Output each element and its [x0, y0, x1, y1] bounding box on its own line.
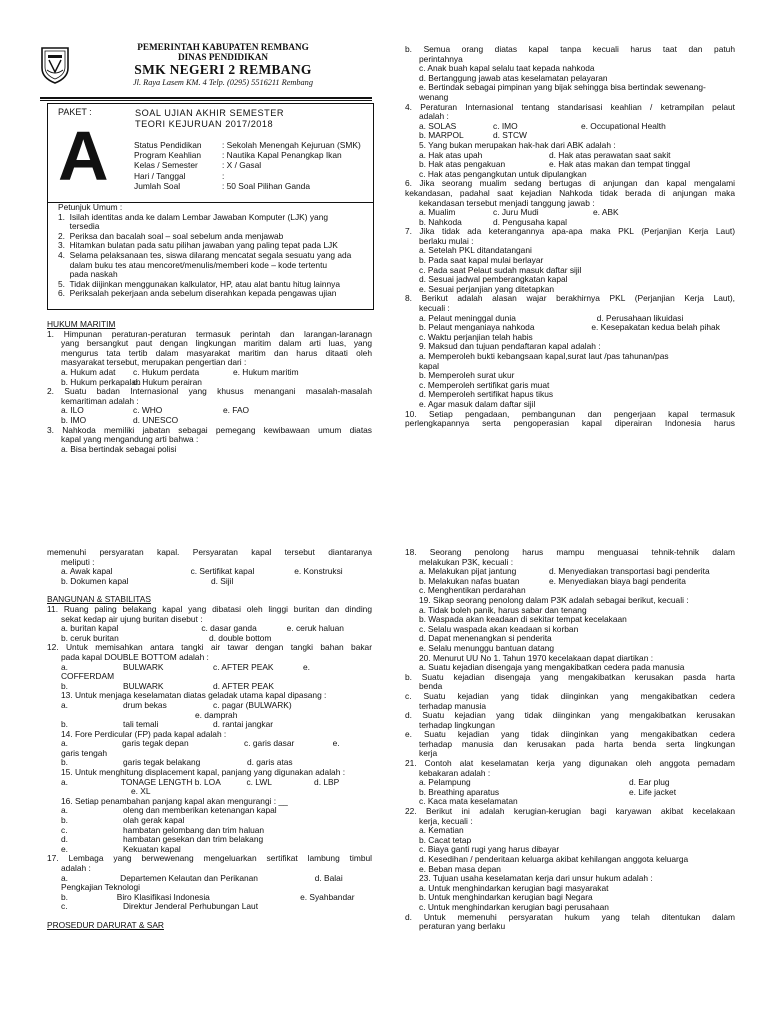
answer-options-row — [405, 323, 735, 333]
answer-option: e. Kesepakatan kedua belah pihak — [591, 322, 720, 333]
answer-option: a. — [61, 872, 68, 883]
answer-option: d. Balai — [314, 872, 343, 883]
question-text-line: terhadap lingkungan — [419, 720, 495, 730]
instruction-item: 1. Isilah identitas anda ke dalam Lembar Jawaban Komputer (LJK) yang — [58, 212, 329, 222]
answer-option: Direktur Jenderal Perhubungan Laut — [123, 901, 259, 912]
question-text-line: 2. Suatu badan Internasional yang khusus menangani masalah-masalah — [47, 387, 372, 397]
regency-crest-icon — [40, 46, 70, 84]
answer-options-row — [47, 416, 372, 426]
answer-option: b. — [61, 680, 68, 691]
answer-options-row — [405, 218, 735, 228]
exam-info-value: : Sekolah Menengah Kejuruan (SMK) — [222, 140, 361, 150]
exam-info-row — [134, 160, 361, 170]
answer-options-row — [47, 902, 372, 912]
question-text-line: b. Memperoleh surat ukur — [419, 371, 515, 381]
answer-option: a. Awak kapal — [61, 566, 113, 577]
answer-option: a. — [61, 805, 68, 816]
school-address: Jl. Raya Lasem KM. 4 Telp. (0295) 5516211 Rembang — [133, 78, 313, 87]
answer-options-row — [405, 788, 735, 798]
answer-options-row — [47, 634, 372, 644]
answer-option: d. Sijil — [211, 575, 234, 586]
instruction-item: 4. Selama pelaksanaan tes, siswa dilarang mencatat segala sesuatu yang ada — [58, 250, 352, 260]
answer-option: c. garis dasar — [244, 738, 295, 749]
answer-options-row — [47, 720, 372, 730]
answer-option: a. — [61, 776, 68, 787]
paket-label: PAKET : — [58, 107, 92, 117]
answer-option: a. — [61, 661, 68, 672]
answer-option: d. double bottom — [209, 632, 272, 643]
exam-info-key: Jumlah Soal — [134, 180, 181, 191]
answer-option: a. Pelaut meninggal dunia — [419, 312, 516, 323]
answer-options-row — [47, 682, 372, 692]
question-text-line: kerja — [419, 749, 438, 759]
answer-options-row — [47, 845, 372, 855]
question-text-line: Pengkajian Teknologi — [61, 883, 141, 893]
answer-option: a. — [61, 699, 68, 710]
answer-options-row — [405, 577, 735, 587]
answer-option: d. — [61, 834, 68, 845]
question-text-line: 22. Berikut ini adalah kerugian-kerugian bagi karyawan akibat kecelakaan — [405, 807, 735, 817]
question-text-line: 14. Fore Perdicular (FP) pada kapal adalah : — [61, 729, 227, 739]
question-text-line: 11. Ruang paling belakang kapal yang dibatasi oleh linggi buritan dan dinding — [47, 604, 372, 614]
question-text-line: e. Beban masa depan — [419, 864, 501, 874]
question-text-line: 15. Untuk menghitung displacement kapal, panjang yang digunakan adalah : — [61, 768, 346, 778]
question-text-line: adalah : — [419, 112, 449, 122]
answer-option: hambatan gesekan dan trim belakang — [123, 834, 264, 845]
question-text-line: d. Bertanggung jawab atas keselamatan pelayaran — [419, 73, 608, 83]
question-text-line: 19. Sikap seorang penolong dalam P3K adalah sebagai berikut, kecuali : — [419, 595, 689, 605]
instruction-item: 5. Tidak diijinkan menggunakan kalkulator, HP, atau alat bantu hitug lainnya — [58, 279, 340, 289]
answer-option: e. — [61, 843, 68, 854]
exam-title-line-2: TEORI KEJURUAN 2017/2018 — [135, 119, 274, 129]
exam-info-box — [47, 103, 374, 203]
exam-info-value: : — [222, 170, 225, 181]
answer-option: a. SOLAS — [419, 120, 457, 131]
answer-option: d. Hak atas perawatan saat sakit — [549, 149, 671, 160]
answer-option: e. Menyediakan biaya bagi penderita — [549, 575, 686, 586]
question-text-line: kekandasan tersebut menjadi tanggung jawab : — [419, 198, 595, 208]
answer-options-row — [47, 701, 372, 711]
instructions-list — [58, 213, 367, 299]
question-text-line: meliputi : — [61, 557, 95, 567]
question-text-line: c. Hak atas pengangkutan untuk dipulangkan — [419, 169, 587, 179]
question-text-line: melakukan P3K, kecuali : — [419, 557, 514, 567]
answer-option: BULWARK — [123, 661, 164, 672]
question-text-line: b. Pada saat kapal mulai berlayar — [419, 256, 544, 266]
answer-option: e. Occupational Health — [581, 120, 666, 131]
answer-option: e. — [303, 661, 310, 672]
question-text-line: kerja, kecuali : — [419, 816, 473, 826]
question-text-line: 12. Untuk memisahkan antara tangki air tawar dengan tangki bahan bakar — [47, 643, 372, 653]
question-text-line: c. Pada saat Pelaut sudah masuk daftar sijil — [419, 265, 582, 275]
question-text-line: memenuhi persyaratan kapal. Persyaratan kapal tersebut diantaranya — [47, 548, 372, 557]
answer-option: d. garis atas — [247, 757, 293, 768]
exam-info-value: : Nautika Kapal Penangkap Ikan — [222, 150, 342, 161]
answer-option: c. WHO — [133, 405, 163, 416]
question-text-line: c. Menghentikan perdarahan — [419, 586, 526, 596]
answer-option: c. AFTER PEAK — [213, 661, 274, 672]
question-text-line: yang bersangkut paut dengan lingkungan maritim dalam arti luas, yang — [61, 339, 372, 349]
question-text-line: 10. Setiap pengadaan, pembangunan dan pengerjaan kapal termasuk — [405, 409, 735, 419]
question-text-line: e. Agar masuk dalam daftar sijil — [419, 399, 536, 409]
question-text-line: c. Anak buah kapal selalu taat kepada nahkoda — [419, 64, 595, 74]
instruction-item: dalam buku tes atau mencoret/menulis/memberi kode – kode tertentu — [58, 260, 328, 270]
answer-option: b. MARPOL — [419, 130, 464, 141]
answer-options-row — [47, 663, 372, 673]
general-instructions — [47, 200, 374, 310]
answer-option: c. — [61, 901, 68, 912]
exam-info-row — [134, 181, 361, 191]
question-text-line: perlengkapannya serta pengoperasian kapal diperairan Indonesia harus — [405, 419, 735, 429]
answer-option: c. dasar ganda — [201, 623, 257, 634]
answer-option: d. rantai jangkar — [213, 719, 274, 730]
exam-info-key: Kelas / Semester — [134, 160, 198, 171]
answer-option: e. Hukum maritim — [233, 366, 299, 377]
answer-option: tali temali — [123, 719, 159, 730]
question-text-line: c. Biaya ganti rugi yang harus dibayar — [419, 845, 560, 855]
page2-right-column — [405, 548, 735, 932]
exam-info-list — [134, 140, 361, 191]
question-text-line: d. Dapat menenangkan si penderita — [419, 634, 552, 644]
exam-info-value: : X / Gasal — [222, 160, 262, 171]
question-text-line: d. Suatu kejadian yang tidak diinginkan yang mengakibatkan kerusakan — [405, 711, 735, 721]
header-rule-thin — [40, 100, 372, 101]
question-text-line: 4. Peraturan Internasional tentang standarisasi keahlian / ketrampilan pelaut — [405, 102, 735, 112]
question-text-line: d. Untuk memenuhi persyaratan hukum yang telah ditentukan dalam — [405, 912, 735, 922]
question-text-line: sekat kedap air ujung buritan disebut : — [61, 614, 203, 624]
exam-info-row — [134, 171, 361, 181]
page-2 — [0, 512, 768, 1024]
question-text-line: c. Selalu waspada akan keadaan si korban — [419, 624, 579, 634]
government-name: PEMERINTAH KABUPATEN REMBANG — [137, 42, 309, 52]
answer-option: a. buritan kapal — [61, 623, 119, 634]
question-text-line: a. Suatu kejadian disengaja yang mengakibatkan cedera pada manusia — [419, 663, 685, 673]
question-text-line: 3. Nahkoda memiliki jabatan sebagai pemegang kewibawaan umum diatas — [47, 425, 372, 435]
question-text-line: c. Suatu kejadian yang tidak diinginkan yang mengakibatkan cedera — [405, 691, 735, 701]
answer-option: garis tegak belakang — [123, 757, 201, 768]
answer-option: c. LWL — [246, 776, 272, 787]
answer-option: e. Konstruksi — [294, 566, 343, 577]
answer-option: olah gerak kapal — [123, 815, 185, 826]
question-text-line: a. Bisa bertindak sebagai polisi — [61, 444, 177, 454]
letterhead-text — [74, 42, 372, 88]
answer-option: b. Hukum perkapalan — [61, 376, 141, 387]
question-text-line: a. Memperoleh bukti kebangsaan kapal,surat laut /pas tahunan/pas — [419, 352, 669, 361]
question-text-line: b. Untuk menghindarkan kerugian bagi Negara — [419, 893, 593, 903]
question-text-line: 17. Lembaga yang berwewenang mengeluarkan sertifikat lambung timbul — [47, 854, 372, 864]
spacer — [47, 586, 372, 592]
instruction-item: 3. Hitamkan bulatan pada satu pilihan jawaban yang paling tepat pada LJK — [58, 241, 338, 251]
answer-option: a. Pelampung — [419, 777, 471, 788]
question-text-line: 23. Tujuan usaha keselamatan kerja dari unsur hukum adalah : — [419, 874, 653, 884]
question-text-line: a. Tidak boleh panik, harus sabar dan tenang — [419, 605, 587, 615]
question-text-line: masyarakat tersebut, merupakan pengertian dari : — [61, 358, 247, 368]
answer-option: Departemen Kelautan dan Perikanan — [120, 872, 258, 883]
school-name: SMK NEGERI 2 REMBANG — [134, 62, 312, 77]
answer-options-row — [47, 577, 372, 587]
answer-options-row — [405, 160, 735, 170]
question-text-line: 16. Setiap penambahan panjang kapal akan mengurangi : __ — [61, 796, 288, 806]
answer-option: b. Dokumen kapal — [61, 575, 129, 586]
answer-option: c. — [61, 824, 68, 835]
page1-right-column — [405, 45, 735, 429]
answer-option: e. Syahbandar — [300, 891, 355, 902]
question-text-line: d. Sesuai jadwal pemberangkatan kapal — [419, 275, 568, 285]
question-text-line: 7. Jika tidak ada keterangannya apa-apa maka PKL (Perjanjian Kerja Laut) — [405, 227, 735, 237]
question-text-line: e. XL — [131, 787, 151, 797]
question-text-line: b. Cacat tetap — [419, 835, 472, 845]
answer-option: b. — [61, 891, 68, 902]
answer-option: hambatan gelombang dan trim haluan — [123, 824, 265, 835]
question-text-line: 13. Untuk menjaga keselamatan diatas geladak utama kapal dipasang : — [61, 691, 327, 701]
instruction-item: 6. Periksalah pekerjaan anda sebelum diserahkan kepada pengawas ujian — [58, 289, 337, 299]
answer-option: b. ceruk buritan — [61, 632, 119, 643]
question-text-line: 1. Himpunan peraturan-peraturan termasuk perintah dan larangan-laranagn — [47, 329, 372, 339]
exam-info-key: Hari / Tanggal — [134, 170, 186, 181]
answer-option: c. Juru Mudi — [493, 207, 539, 218]
question-text-line: 5. Yang bukan merupakan hak-hak dari ABK adalah : — [419, 140, 616, 150]
question-text-line: terhadap manusia dan kerusakan pada harta benda serta lingkungan — [419, 739, 735, 749]
answer-options-row — [47, 778, 372, 788]
answer-option: e. FAO — [223, 405, 250, 416]
question-text-line: 8. Berikut adalah alasan wajar berakhirnya PKL (Perjanjian Kerja Laut), — [405, 294, 735, 304]
instruction-item: tersedia — [58, 222, 100, 232]
answer-option: c. IMO — [493, 120, 518, 131]
question-text-line: a. Kematian — [419, 826, 464, 836]
question-text-line: c. Waktu perjanjian telah habis — [419, 332, 533, 342]
exam-title-line-1: SOAL UJIAN AKHIR SEMESTER — [135, 108, 284, 118]
answer-option: a. Hukum adat — [61, 366, 116, 377]
question-text-line: peraturan yang berlaku — [419, 922, 506, 932]
question-text-line: e. Selalu menunggu bantuan datang — [419, 643, 555, 653]
question-text-line: c. Memperoleh sertifikat garis muat — [419, 380, 550, 390]
question-text-line: berlaku mulai : — [419, 236, 474, 246]
answer-option: e. — [332, 738, 340, 749]
answer-option: a. Mualim — [419, 207, 456, 218]
answer-option: b. — [61, 757, 68, 768]
question-text-line: wenang — [419, 92, 449, 102]
answer-option: b. Melakukan nafas buatan — [419, 575, 520, 586]
question-text-line: 9. Maksud dan tujuan pendaftaran kapal adalah : — [419, 342, 601, 352]
answer-option: a. — [61, 738, 68, 749]
question-text-line: d. Kesedihan / penderitaan keluarga akibat kehilangan anggota keluarga — [419, 855, 689, 864]
answer-options-row — [47, 758, 372, 768]
question-text-line: e. Sesuai perjanjian yang ditetapkan — [419, 284, 555, 294]
answer-option: e. ceruk haluan — [286, 623, 344, 634]
answer-option: Biro Klasifikasi Indonesia — [116, 891, 210, 902]
exam-info-row — [134, 140, 361, 150]
question-text-line: garis tengah — [61, 748, 108, 758]
answer-option: b. Hak atas pengakuan — [419, 159, 506, 170]
question-text-line: benda — [419, 682, 443, 692]
letterhead — [40, 40, 372, 100]
answer-option: c. Sertifikat kapal — [190, 566, 255, 577]
answer-option: c. Hukum perdata — [133, 366, 200, 377]
answer-option: Kekuatan kapal — [123, 843, 181, 854]
exam-info-value: : 50 Soal Pilihan Ganda — [222, 180, 310, 191]
question-text-line: a. Setelah PKL ditandatangani — [419, 246, 532, 256]
question-text-line: e. Suatu kejadian yang tidak diinginkan yang mengakibatkan cedera — [405, 730, 735, 740]
question-text-line: c. Kaca mata keselamatan — [419, 797, 518, 807]
header-rule-thick — [40, 97, 372, 99]
answer-option: b. Nahkoda — [419, 216, 462, 227]
answer-option: c. pagar (BULWARK) — [213, 699, 292, 710]
question-text-line: mengurus tata tertib dalam masyarakat maritim dan harus ditaati oleh — [61, 348, 372, 358]
answer-option: a. Hak atas upah — [419, 149, 483, 160]
exam-info-key: Program Keahlian — [134, 150, 202, 161]
question-text-line: b. Waspada akan keadaan di sekitar tempat kecelakaan — [419, 615, 627, 625]
exam-title — [135, 108, 284, 130]
answer-option: d. Perusahaan likuidasi — [596, 312, 684, 323]
question-text-line: kecuali : — [419, 304, 450, 314]
question-text-line: a. Untuk menghindarkan kerugian bagi masyarakat — [419, 883, 609, 893]
question-text-line: d. Memperoleh sertifikat hapus tikus — [419, 390, 554, 400]
question-text-line: pada kapal DOUBLE BOTTOM adalah : — [61, 652, 209, 662]
instruction-item: pada naskah — [58, 270, 118, 280]
answer-option: garis tegak depan — [122, 738, 189, 749]
question-text-line: kapal — [419, 361, 440, 371]
instruction-item: 2. Periksa dan bacalah soal – soal sebelum anda menjawab — [58, 231, 284, 241]
answer-option: b. — [61, 719, 68, 730]
question-text-line: c. Untuk menghindarkan kerugian bagi perusahaan — [419, 902, 609, 912]
answer-option: BULWARK — [123, 680, 164, 691]
question-text-line: kemaritiman adalah : — [61, 396, 139, 406]
answer-option: d. Hukum perairan — [133, 376, 202, 387]
question-text-line: b. Suatu kejadian disengaja yang mengakibatkan kerusakan pasda harta — [405, 672, 735, 682]
answer-option: d. Pengusaha kapal — [493, 216, 568, 227]
question-text-line: terhadap manusia — [419, 701, 487, 711]
answer-option: d. LBP — [314, 776, 340, 787]
answer-option: d. STCW — [493, 130, 527, 141]
question-text-line: 18. Seorang penolong harus mampu menguasai tehnik-tehnik dalam — [405, 548, 735, 557]
answer-option: d. UNESCO — [133, 414, 179, 425]
section-heading: HUKUM MARITIM — [47, 320, 116, 329]
answer-options-row — [47, 406, 372, 416]
answer-option: b. Pelaut menganiaya nahkoda — [419, 322, 535, 333]
answer-options-row — [47, 739, 372, 749]
question-text-line: e. Bertindak sebagai pimpinan yang bijak sehingga bisa bertindak sewenang- — [419, 83, 706, 93]
answer-option: b. IMO — [61, 414, 87, 425]
answer-options-row — [47, 378, 372, 388]
exam-info-key: Status Pendidikan — [134, 140, 202, 150]
answer-option: drum bekas — [123, 699, 167, 710]
answer-option: oleng dan memberikan ketenangan kapal — [123, 805, 277, 816]
question-text-line: 20. Menurut UU No 1. Tahun 1970 kecelakaan dapat diartikan : — [419, 653, 654, 663]
answer-option: a. Melakukan pijat jantung — [419, 566, 517, 577]
answer-options-row — [47, 874, 372, 884]
answer-option: a. ILO — [61, 405, 84, 416]
answer-option: e. Life jacket — [629, 786, 677, 797]
question-text-line: perintahnya — [419, 54, 463, 64]
spacer — [47, 912, 372, 918]
answer-option: e. ABK — [593, 207, 619, 218]
question-text-line: b. Semua orang diatas kapal tanpa kecuali harus taat dan patuh — [405, 45, 735, 54]
instructions-title: Petunjuk Umum : — [58, 202, 123, 212]
section-heading: BANGUNAN & STABILITAS — [47, 595, 151, 605]
answer-options-row — [405, 131, 735, 141]
paket-letter: A — [58, 117, 109, 195]
department-name: DINAS PENDIDIKAN — [177, 52, 269, 62]
answer-option: d. AFTER PEAK — [213, 680, 274, 691]
question-text-line: kapal yang mengandung arti bahwa : — [61, 435, 199, 445]
page1-left-column — [47, 317, 372, 454]
answer-option: e. Hak atas makan dan tempat tinggal — [549, 159, 691, 170]
question-text-line: 21. Contoh alat keselamatan kerja yang digunakan oleh anggota pemadam — [405, 759, 735, 769]
exam-info-row — [134, 150, 361, 160]
answer-option: b. Breathing aparatus — [419, 786, 500, 797]
answer-option: b. — [61, 815, 68, 826]
question-text-line: 6. Jika seorang mualim sedang bertugas di anjungan dan kapal mengalami — [405, 179, 735, 189]
answer-option: d. Menyediakan transportasi bagi penderita — [549, 566, 710, 577]
page2-left-column — [47, 548, 372, 931]
section-heading: PROSEDUR DARURAT & SAR — [47, 920, 164, 930]
question-text-line: adalah : — [61, 864, 91, 873]
question-text-line: kekandasan, padahal saat kejadian Nahkoda tidak berada di anjungan maka — [405, 188, 735, 198]
question-text-line: kebakaran adalah : — [419, 768, 491, 778]
question-text-line: COFFERDAM — [61, 672, 115, 682]
answer-options-row — [47, 835, 372, 845]
answer-option: TONAGE LENGTH b. LOA — [120, 776, 221, 787]
answer-options-row — [47, 806, 372, 816]
answer-option: d. Ear plug — [629, 777, 670, 788]
question-text-line: e. damprah — [195, 710, 238, 720]
